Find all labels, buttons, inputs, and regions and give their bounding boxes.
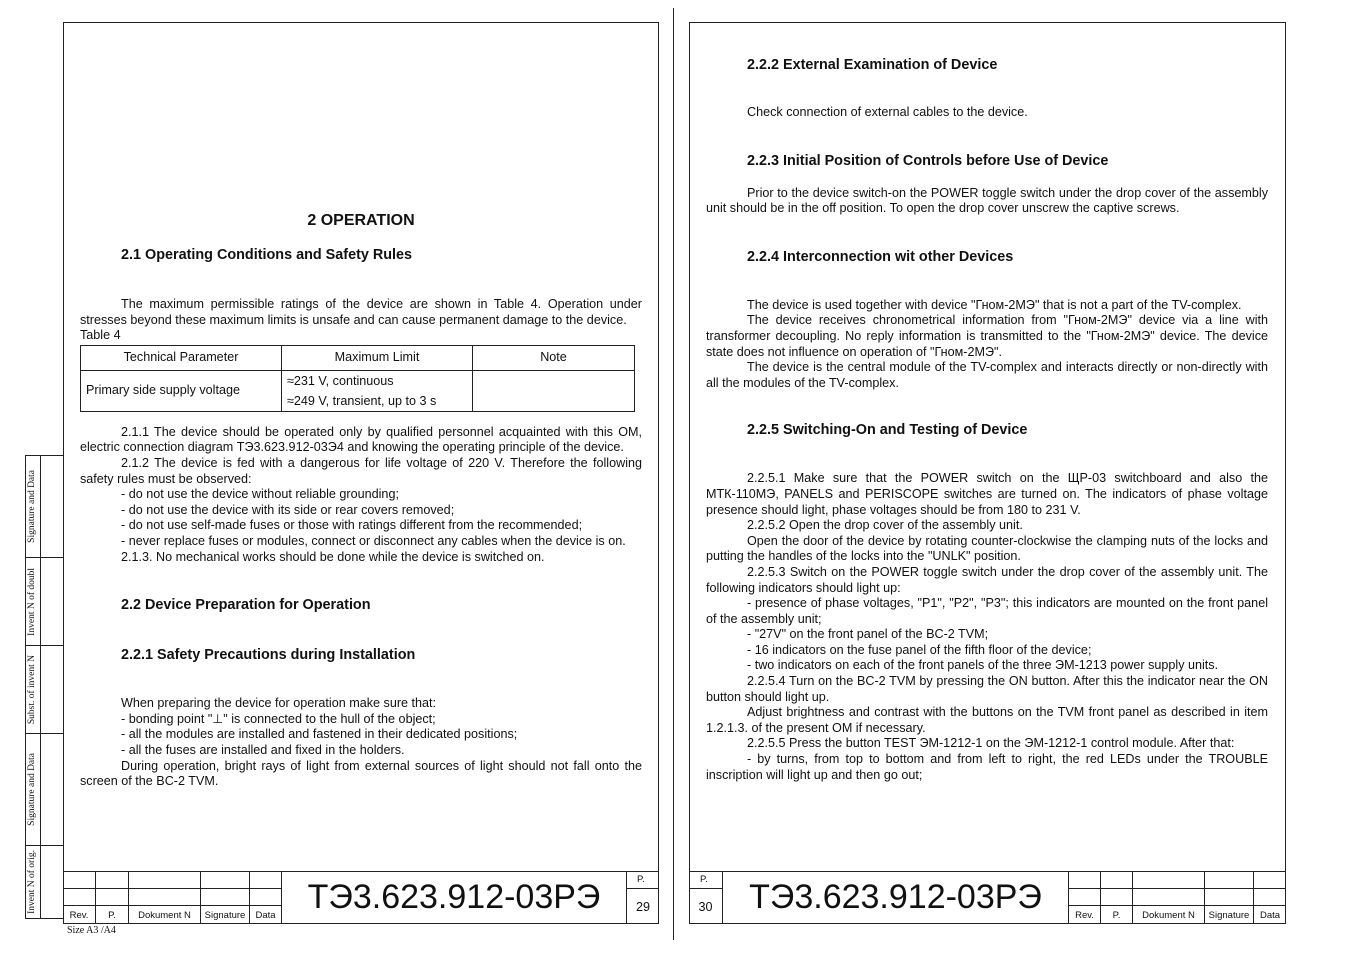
left-page-content [80, 28, 642, 790]
list-item: - "27V" on the front panel of the BC-2 TVM; [747, 627, 989, 642]
page-number-right: 30 [698, 899, 713, 914]
page-label: P. [700, 874, 708, 885]
paragraph-2-2-3: Prior to the device switch-on the POWER toggle switch under the drop cover of the assembly unit should be in the off position. To open the drop cover unscrew the captive screws. [706, 185, 1268, 216]
section-heading-2-2: 2.2 Device Preparation for Operation [121, 597, 371, 614]
paragraph-2-1-3: 2.1.3. No mechanical works should be done while the device is switched on. [121, 549, 545, 564]
paragraph-2-2-4-a: The device is used together with device "Гном-2МЭ" that is not a part of the TV-complex. [747, 297, 1242, 312]
sidebar-label-subst-invent: Subst. of invent N [27, 654, 37, 725]
paragraph-2-2-4-c: The device is the central module of the TV-complex and interacts directly or non-directly with all the modules of the TV-complex. [706, 360, 1268, 390]
document-number: ТЭ3.623.912-03РЭ [307, 878, 601, 916]
paragraph-2-2-4-b: The device receives chronometrical information from "Гном-2МЭ" device via a line with transformer decoupling. No reply information is transmitted to the "Гном-2МЭ" device. The device state does not influence on operation of "Гном-2МЭ". [706, 313, 1268, 359]
paragraph-adjust: Adjust brightness and contrast with the buttons on the TVM front panel as described in item 1.2.1.3. of the present OM if necessary. [706, 705, 1268, 735]
paragraph-2-1-2: 2.1.2 The device is fed with a dangerous for life voltage of 220 V. Therefore the following safety rules must be observed: [80, 455, 642, 486]
section-heading-2-2-5: 2.2.5 Switching-On and Testing of Device [747, 422, 1028, 439]
right-page-content [706, 28, 1268, 783]
list-item: - all the modules are installed and fastened in their dedicated positions; [121, 727, 518, 742]
table-caption: Table 4 [80, 328, 121, 343]
paragraph-2-2-5-4: 2.2.5.4 Turn on the BC-2 TVM by pressing the ON button. After this the indicator near the ON button should light up. [706, 674, 1268, 704]
page-number-left: 29 [635, 899, 650, 914]
table-row [81, 370, 635, 411]
paragraph-2-2-5-3: 2.2.5.3 Switch on the POWER toggle switch under the drop cover of the assembly unit. The following indicators should light up: [706, 564, 1268, 595]
ratings-table [80, 345, 635, 412]
sidebar-label-invent-orig: Invent N of orig. [27, 850, 37, 914]
list-item: - bonding point "⊥" is connected to the hull of the object; [121, 711, 436, 726]
col-label-signature: Signature [204, 909, 246, 921]
table-cell-param: Primary side supply voltage [81, 370, 282, 411]
paragraph-prep-intro: When preparing the device for operation make sure that: [121, 696, 437, 711]
section-heading-2-2-3: 2.2.3 Initial Position of Controls before Use of Device [747, 152, 1109, 169]
list-item: - do not use self-made fuses or those with ratings different from the recommended; [121, 518, 583, 533]
document-number: ТЭ3.623.912-03РЭ [749, 878, 1042, 916]
col-label-document: Dokument N [138, 909, 191, 921]
paragraph-2-2-5-5: 2.2.5.5 Press the button TEST ЭМ-1212-1 on the ЭМ-1212-1 control module. After that: [747, 736, 1235, 751]
section-heading-2-2-2: 2.2.2 External Examination of Device [747, 57, 998, 73]
table-header-row [81, 345, 635, 370]
col-label-p: P. [108, 909, 116, 921]
page-label: P. [637, 874, 645, 885]
paragraph-light: During operation, bright rays of light from external sources of light should not fall onto the screen of the BC-2 TVM. [80, 758, 642, 789]
list-item: - do not use the device without reliable grounding; [121, 487, 399, 502]
sidebar-label-signature-data-1: Signature and Data [27, 470, 37, 543]
list-item: - two indicators on each of the front panels of the three ЭМ-1213 power supply units. [747, 658, 1219, 673]
size-info: Size A3 /A4 [67, 925, 116, 936]
col-label-data: Data [1259, 909, 1281, 921]
table-cell-limit [282, 370, 473, 411]
list-item: - never replace fuses or modules, connect or disconnect any cables when the device is on. [121, 533, 626, 548]
table-cell-note [473, 370, 635, 411]
limit-transient: ≈249 V, transient, up to 3 s [287, 393, 437, 408]
list-item: - 16 indicators on the fuse panel of the fifth floor of the device; [747, 642, 1092, 657]
paragraph-2-2-5-2: 2.2.5.2 Open the drop cover of the assembly unit. [747, 518, 1023, 533]
col-label-document: Dokument N [1142, 909, 1195, 921]
list-item: - all the fuses are installed and fixed in the holders. [121, 742, 405, 757]
paragraph-2-1-1: 2.1.1 The device should be operated only by qualified personnel acquainted with this OM, electric connection diagram ТЭ3.623.912-03Э4 and knowing the operating principle of the device. [80, 424, 642, 455]
list-item: - by turns, from top to bottom and from left to right, the red LEDs under the TROUBLE inscription will light up and then go out; [706, 752, 1268, 782]
list-item: - presence of phase voltages, "P1", "P2", "P3"; this indicators are mounted on the front panel of the assembly unit; [706, 596, 1268, 626]
paragraph-2-2-2: Check connection of external cables to the device. [747, 105, 1028, 119]
section-heading-2-2-1: 2.2.1 Safety Precautions during Installation [121, 647, 416, 664]
col-label-rev: Rev. [1075, 909, 1094, 921]
table-header-cell: Technical Parameter [81, 345, 282, 370]
section-heading-2-2-4: 2.2.4 Interconnection wit other Devices [747, 248, 1014, 265]
col-label-data: Data [255, 909, 276, 921]
col-label-p: P. [1112, 909, 1121, 921]
paragraph-open-door: Open the door of the device by rotating counter-clockwise the clamping nuts of the locks and putting the handles of the locks into the "UNLK" position. [706, 533, 1268, 564]
table-header-cell: Maximum Limit [282, 345, 473, 370]
paragraph-intro: The maximum permissible ratings of the device are shown in Table 4. Operation under stresses beyond these maximum limits is unsafe and can cause permanent damage to the device. [80, 297, 642, 327]
chapter-heading: 2 OPERATION [307, 212, 415, 229]
paragraph-2-2-5-1: 2.2.5.1 Make sure that the POWER switch on the ЩР-03 switchboard and also the МТК-110МЭ, PANELS and PERISCOPE switches are turned on. The indicators of phase voltage presence should light, phase voltages should be from 180 to 231 V. [706, 471, 1268, 517]
col-label-signature: Signature [1208, 909, 1250, 921]
limit-continuous: ≈231 V, continuous [287, 373, 394, 388]
section-heading-2-1: 2.1 Operating Conditions and Safety Rules [121, 247, 413, 263]
table-header-cell: Note [473, 345, 635, 370]
list-item: - do not use the device with its side or rear covers removed; [121, 502, 455, 517]
sidebar-label-signature-data-2: Signature and Data [27, 753, 37, 826]
col-label-rev: Rev. [69, 909, 89, 921]
sidebar-label-invent-doubl: Invent N of doubl [27, 567, 37, 636]
page-divider [673, 8, 674, 940]
